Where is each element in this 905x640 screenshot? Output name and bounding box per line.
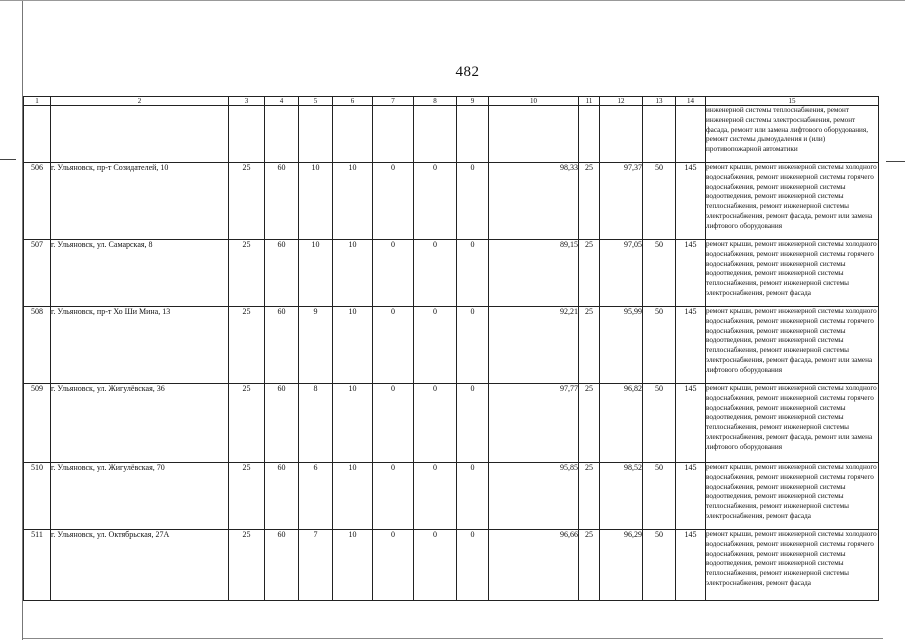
value-cell: 0 <box>373 163 414 240</box>
works-list: ремонт крыши, ремонт инженерной системы холодного водоснабжения, ремонт инженерной системы горячего водоснабжения, ремонт инженерной системы водоотведения, ремонт инженерной системы теплоснабжения, ремонт инженерной системы электроснабжения, ремонт фасада, ремонт или замена лифтового оборудования <box>706 384 879 463</box>
value-cell: 60 <box>265 307 299 384</box>
value-cell: 8 <box>299 384 333 463</box>
value-cell: 10 <box>333 307 373 384</box>
value-cell: 25 <box>229 163 265 240</box>
value-cell: 98,52 <box>600 463 643 530</box>
address-cell: г. Ульяновск, ул. Октябрьская, 27А <box>51 530 229 601</box>
value-cell: 145 <box>676 530 706 601</box>
table-row <box>24 307 879 384</box>
value-cell: 95,85 <box>489 463 579 530</box>
table-row <box>24 163 879 240</box>
value-cell: 25 <box>579 163 600 240</box>
value-cell: 0 <box>457 530 489 601</box>
works-list: ремонт крыши, ремонт инженерной системы холодного водоснабжения, ремонт инженерной системы горячего водоснабжения, ремонт инженерной системы водоотведения, ремонт инженерной системы теплоснабжения, ремонт инженерной системы электроснабжения, ремонт фасада <box>706 240 879 307</box>
row-number: 510 <box>24 463 51 530</box>
works-list: ремонт крыши, ремонт инженерной системы холодного водоснабжения, ремонт инженерной системы горячего водоснабжения, ремонт инженерной системы водоотведения, ремонт инженерной системы теплоснабжения, ремонт инженерной системы электроснабжения, ремонт фасада <box>706 530 879 601</box>
column-header: 6 <box>333 97 373 106</box>
address-cell: г. Ульяновск, ул. Жигулёвская, 36 <box>51 384 229 463</box>
row-number: 507 <box>24 240 51 307</box>
column-header: 4 <box>265 97 299 106</box>
value-cell: 25 <box>579 240 600 307</box>
value-cell: 98,33 <box>489 163 579 240</box>
value-cell: 97,37 <box>600 163 643 240</box>
value-cell: 95,99 <box>600 307 643 384</box>
value-cell: 0 <box>457 384 489 463</box>
value-cell: 145 <box>676 384 706 463</box>
value-cell: 0 <box>373 240 414 307</box>
column-number-row <box>24 97 879 106</box>
value-cell: 60 <box>265 384 299 463</box>
value-cell: 60 <box>265 463 299 530</box>
column-header: 13 <box>643 97 676 106</box>
works-list: ремонт крыши, ремонт инженерной системы холодного водоснабжения, ремонт инженерной системы горячего водоснабжения, ремонт инженерной системы водоотведения, ремонт инженерной системы теплоснабжения, ремонт инженерной системы электроснабжения, ремонт фасада, ремонт или замена лифтового оборудования <box>706 163 879 240</box>
page-number: 482 <box>455 64 480 80</box>
value-cell: 25 <box>579 307 600 384</box>
value-cell: 50 <box>643 384 676 463</box>
value-cell: 9 <box>299 307 333 384</box>
value-cell: 25 <box>229 307 265 384</box>
value-cell: 25 <box>229 384 265 463</box>
works-list: инженерной системы теплоснабжения, ремонт инженерной системы электроснабжения, ремонт фасада, ремонт или замена лифтового оборудования, ремонт системы дымоудаления и (или) противопожарной автоматики <box>706 106 879 163</box>
column-header: 1 <box>24 97 51 106</box>
value-cell: 0 <box>373 307 414 384</box>
bottom-scan-edge <box>23 638 883 639</box>
value-cell: 50 <box>643 463 676 530</box>
row-number: 506 <box>24 163 51 240</box>
column-header: 2 <box>51 97 229 106</box>
value-cell: 0 <box>414 163 457 240</box>
value-cell: 0 <box>373 463 414 530</box>
value-cell: 10 <box>333 240 373 307</box>
continuation-row <box>24 106 879 163</box>
value-cell: 60 <box>265 240 299 307</box>
value-cell: 10 <box>333 163 373 240</box>
value-cell: 145 <box>676 307 706 384</box>
column-header: 10 <box>489 97 579 106</box>
value-cell: 10 <box>333 463 373 530</box>
value-cell: 0 <box>414 530 457 601</box>
table-row <box>24 384 879 463</box>
value-cell: 0 <box>457 463 489 530</box>
row-number: 511 <box>24 530 51 601</box>
column-header: 9 <box>457 97 489 106</box>
works-list: ремонт крыши, ремонт инженерной системы холодного водоснабжения, ремонт инженерной системы горячего водоснабжения, ремонт инженерной системы водоотведения, ремонт инженерной системы теплоснабжения, ремонт инженерной системы электроснабжения, ремонт фасада <box>706 463 879 530</box>
value-cell: 0 <box>414 384 457 463</box>
address-cell: г. Ульяновск, пр-т Созидателей, 10 <box>51 163 229 240</box>
value-cell: 6 <box>299 463 333 530</box>
value-cell: 50 <box>643 163 676 240</box>
value-cell: 89,15 <box>489 240 579 307</box>
value-cell: 0 <box>373 384 414 463</box>
value-cell: 25 <box>579 463 600 530</box>
left-margin-tick <box>0 159 16 160</box>
value-cell: 25 <box>229 463 265 530</box>
address-cell: г. Ульяновск, пр-т Хо Ши Мина, 13 <box>51 307 229 384</box>
column-header: 12 <box>600 97 643 106</box>
row-number: 508 <box>24 307 51 384</box>
value-cell: 145 <box>676 163 706 240</box>
value-cell: 145 <box>676 240 706 307</box>
column-header: 14 <box>676 97 706 106</box>
column-header: 3 <box>229 97 265 106</box>
table-row <box>24 463 879 530</box>
value-cell: 7 <box>299 530 333 601</box>
value-cell: 50 <box>643 240 676 307</box>
right-margin-tick <box>886 161 905 162</box>
address-cell: г. Ульяновск, ул. Самарская, 8 <box>51 240 229 307</box>
value-cell: 10 <box>299 163 333 240</box>
table-row <box>24 240 879 307</box>
value-cell: 97,05 <box>600 240 643 307</box>
value-cell: 96,82 <box>600 384 643 463</box>
value-cell: 92,21 <box>489 307 579 384</box>
value-cell: 25 <box>229 530 265 601</box>
value-cell: 0 <box>373 530 414 601</box>
value-cell: 60 <box>265 163 299 240</box>
table-row <box>24 530 879 601</box>
value-cell: 0 <box>414 463 457 530</box>
works-list: ремонт крыши, ремонт инженерной системы холодного водоснабжения, ремонт инженерной системы горячего водоснабжения, ремонт инженерной системы водоотведения, ремонт инженерной системы теплоснабжения, ремонт инженерной системы электроснабжения, ремонт фасада, ремонт или замена лифтового оборудования <box>706 307 879 384</box>
register-table <box>23 96 879 601</box>
value-cell: 25 <box>579 530 600 601</box>
value-cell: 60 <box>265 530 299 601</box>
value-cell: 25 <box>229 240 265 307</box>
value-cell: 10 <box>333 384 373 463</box>
address-cell: г. Ульяновск, ул. Жигулёвская, 70 <box>51 463 229 530</box>
value-cell: 0 <box>457 163 489 240</box>
value-cell: 145 <box>676 463 706 530</box>
column-header: 7 <box>373 97 414 106</box>
value-cell: 25 <box>579 384 600 463</box>
value-cell: 50 <box>643 530 676 601</box>
column-header: 15 <box>706 97 879 106</box>
value-cell: 96,29 <box>600 530 643 601</box>
value-cell: 96,66 <box>489 530 579 601</box>
column-header: 5 <box>299 97 333 106</box>
value-cell: 10 <box>299 240 333 307</box>
value-cell: 50 <box>643 307 676 384</box>
column-header: 11 <box>579 97 600 106</box>
value-cell: 0 <box>457 240 489 307</box>
column-header: 8 <box>414 97 457 106</box>
top-scan-edge <box>0 0 905 1</box>
value-cell: 0 <box>414 307 457 384</box>
value-cell: 10 <box>333 530 373 601</box>
row-number: 509 <box>24 384 51 463</box>
value-cell: 0 <box>457 307 489 384</box>
value-cell: 0 <box>414 240 457 307</box>
value-cell: 97,77 <box>489 384 579 463</box>
